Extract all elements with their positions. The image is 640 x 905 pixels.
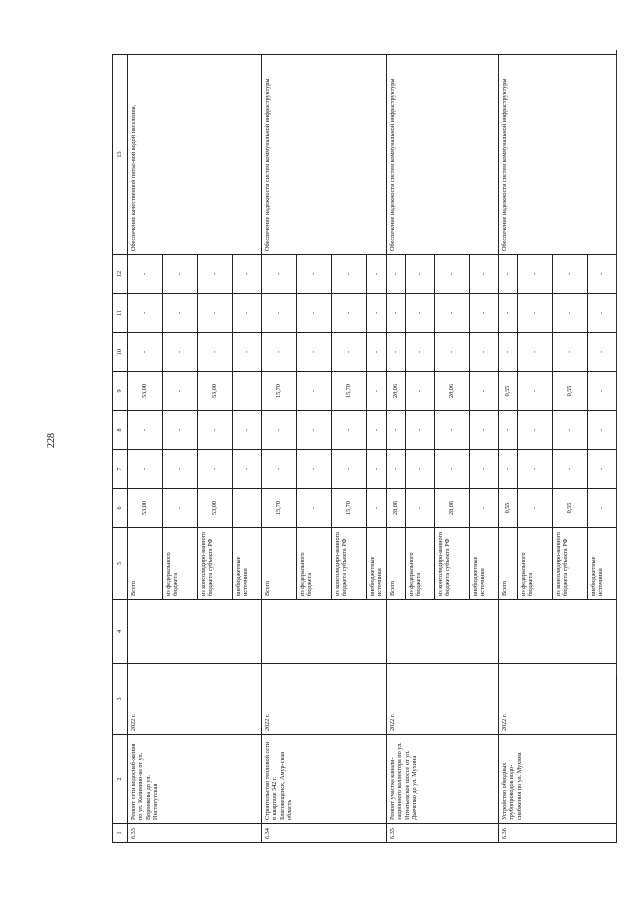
value-cell: - xyxy=(386,255,405,294)
value-cell: - xyxy=(469,411,498,450)
value-cell: - xyxy=(552,411,587,450)
source-label: Всего xyxy=(262,528,297,600)
item-year: 2022 г. xyxy=(498,664,616,735)
value-cell: - xyxy=(552,294,587,333)
value-cell: - xyxy=(386,450,405,489)
value-cell: - xyxy=(297,489,332,528)
col-header: 12 xyxy=(113,255,128,294)
value-cell: - xyxy=(469,255,498,294)
value-cell: - xyxy=(128,333,163,372)
value-cell xyxy=(233,489,262,528)
item-name: Устройство обводных трубопроводов водо-снабжения по ул. Мухина xyxy=(498,735,616,824)
value-cell: - xyxy=(163,489,198,528)
value-cell: - xyxy=(434,294,469,333)
value-cell: - xyxy=(262,294,297,333)
item-col4 xyxy=(128,600,262,664)
value-cell: - xyxy=(198,255,233,294)
value-cell: 0,55 xyxy=(552,372,587,411)
col-header: 6 xyxy=(113,489,128,528)
value-cell: - xyxy=(367,255,387,294)
value-cell: - xyxy=(469,372,498,411)
value-cell: - xyxy=(198,294,233,333)
value-cell: 28,06 xyxy=(386,372,405,411)
expected-result: Обеспечение надежности систем коммунальной инфраструктуры xyxy=(386,55,498,255)
value-cell: - xyxy=(297,333,332,372)
value-cell: - xyxy=(297,255,332,294)
value-cell: - xyxy=(297,294,332,333)
value-cell: - xyxy=(233,450,262,489)
value-cell: - xyxy=(332,333,367,372)
value-cell: - xyxy=(233,294,262,333)
value-cell: - xyxy=(498,411,517,450)
value-cell: - xyxy=(517,411,552,450)
source-label: Всего xyxy=(128,528,163,600)
result-blank xyxy=(163,55,198,255)
value-cell: - xyxy=(552,333,587,372)
value-cell: 15,70 xyxy=(332,489,367,528)
value-cell: - xyxy=(128,294,163,333)
value-cell: - xyxy=(405,294,434,333)
value-cell: 28,06 xyxy=(386,489,405,528)
value-cell: - xyxy=(367,294,387,333)
item-number: 6.35 xyxy=(386,824,498,843)
value-cell: 0,55 xyxy=(552,489,587,528)
value-cell: - xyxy=(297,450,332,489)
source-label: внебюджетные источники xyxy=(587,528,616,600)
value-cell: - xyxy=(434,255,469,294)
result-blank xyxy=(233,55,262,255)
value-cell: - xyxy=(386,411,405,450)
item-year: 2022 г. xyxy=(386,664,498,735)
source-label: из федерального бюджета xyxy=(163,528,198,600)
source-label: из консолидиро-ванного бюджета субъекта РФ xyxy=(332,528,367,600)
value-cell: - xyxy=(332,450,367,489)
value-cell: - xyxy=(405,411,434,450)
col-header: 2 xyxy=(113,735,128,824)
value-cell: - xyxy=(469,294,498,333)
value-cell: - xyxy=(163,372,198,411)
value-cell: - xyxy=(163,450,198,489)
value-cell: - xyxy=(128,411,163,450)
item-number: 6.34 xyxy=(262,824,387,843)
table-row xyxy=(498,55,517,843)
value-cell: - xyxy=(498,450,517,489)
value-cell: 28,06 xyxy=(434,489,469,528)
value-cell: - xyxy=(405,489,434,528)
value-cell: 53,00 xyxy=(128,489,163,528)
source-label: Всего xyxy=(498,528,517,600)
col-header: 13 xyxy=(113,55,128,255)
budget-table xyxy=(112,54,617,843)
item-name: Ремонт участка канали-зационного коллектора по ул. Игнатьевское шоссе от ул. Дьяченко до ул. Мухина xyxy=(386,735,498,824)
col-header: 4 xyxy=(113,600,128,664)
source-label: из федерального бюджета xyxy=(297,528,332,600)
value-cell: - xyxy=(128,450,163,489)
item-col4 xyxy=(386,600,498,664)
value-cell: - xyxy=(297,411,332,450)
value-cell: - xyxy=(517,372,552,411)
value-cell: - xyxy=(552,255,587,294)
item-col4 xyxy=(498,600,616,664)
value-cell: - xyxy=(233,333,262,372)
col-header: 1 xyxy=(113,824,128,843)
value-cell: - xyxy=(367,489,387,528)
value-cell: - xyxy=(587,333,616,372)
item-name: Строительство тепловой сети в квартале 342 г. Благовещенск, Амур-ская область xyxy=(262,735,387,824)
value-cell: - xyxy=(128,255,163,294)
value-cell: - xyxy=(262,333,297,372)
value-cell: - xyxy=(434,411,469,450)
header-row xyxy=(113,55,128,843)
item-year: 2022 г. xyxy=(262,664,387,735)
value-cell: - xyxy=(517,294,552,333)
value-cell: 53,00 xyxy=(198,372,233,411)
col-header: 3 xyxy=(113,664,128,735)
value-cell: - xyxy=(405,372,434,411)
value-cell: - xyxy=(434,450,469,489)
value-cell: - xyxy=(587,489,616,528)
value-cell: - xyxy=(163,411,198,450)
value-cell: - xyxy=(332,255,367,294)
source-label: из консолидиро-ванного бюджета субъекта РФ xyxy=(552,528,587,600)
value-cell: - xyxy=(587,411,616,450)
col-header: 9 xyxy=(113,372,128,411)
value-cell: 53,00 xyxy=(198,489,233,528)
col-header: 11 xyxy=(113,294,128,333)
table-row xyxy=(262,55,297,843)
value-cell: - xyxy=(517,450,552,489)
value-cell: - xyxy=(198,411,233,450)
value-cell: 53,00 xyxy=(128,372,163,411)
value-cell: - xyxy=(297,372,332,411)
source-label: Всего xyxy=(386,528,405,600)
value-cell: - xyxy=(469,489,498,528)
value-cell: - xyxy=(262,411,297,450)
value-cell: - xyxy=(469,333,498,372)
value-cell: - xyxy=(262,450,297,489)
col-header: 10 xyxy=(113,333,128,372)
source-label: внебюджетные источники xyxy=(233,528,262,600)
source-label: из федерального бюджета xyxy=(405,528,434,600)
value-cell: - xyxy=(498,333,517,372)
value-cell: - xyxy=(498,255,517,294)
value-cell: - xyxy=(587,294,616,333)
table-row xyxy=(386,55,405,843)
item-year: 2022 г. xyxy=(128,664,262,735)
value-cell: - xyxy=(517,489,552,528)
value-cell: - xyxy=(552,450,587,489)
value-cell: 0,55 xyxy=(498,372,517,411)
value-cell: - xyxy=(367,450,387,489)
value-cell: - xyxy=(587,255,616,294)
col-header: 7 xyxy=(113,450,128,489)
value-cell: 15,70 xyxy=(262,372,297,411)
value-cell: - xyxy=(517,333,552,372)
value-cell: - xyxy=(367,411,387,450)
value-cell: - xyxy=(434,333,469,372)
value-cell: - xyxy=(386,333,405,372)
value-cell: 28,06 xyxy=(434,372,469,411)
expected-result: Обеспечение качественной питье-вой водой населения, xyxy=(128,55,163,255)
value-cell: - xyxy=(163,333,198,372)
source-label: из консолидиро-ванного бюджета субъекта РФ xyxy=(198,528,233,600)
margin-rule xyxy=(616,50,617,675)
page-number: 228 xyxy=(46,433,57,448)
value-cell: - xyxy=(469,450,498,489)
value-cell: - xyxy=(233,411,262,450)
value-cell: - xyxy=(332,411,367,450)
source-label: из консолидиро-ванного бюджета субъекта РФ xyxy=(434,528,469,600)
value-cell: - xyxy=(367,372,387,411)
source-label: из федерального бюджета xyxy=(517,528,552,600)
item-col4 xyxy=(262,600,387,664)
item-number: 6.33 xyxy=(128,824,262,843)
value-cell: 15,70 xyxy=(332,372,367,411)
value-cell: - xyxy=(498,294,517,333)
value-cell: - xyxy=(517,255,552,294)
value-cell: - xyxy=(405,450,434,489)
value-cell: - xyxy=(198,333,233,372)
source-label: внебюджетные источники xyxy=(367,528,387,600)
value-cell: - xyxy=(163,255,198,294)
value-cell: 15,70 xyxy=(262,489,297,528)
value-cell xyxy=(233,372,262,411)
item-number: 6.36 xyxy=(498,824,616,843)
rotated-table-wrapper xyxy=(112,55,638,843)
table-row xyxy=(128,55,163,843)
value-cell: - xyxy=(386,294,405,333)
value-cell: - xyxy=(405,333,434,372)
value-cell: - xyxy=(262,255,297,294)
value-cell: - xyxy=(198,450,233,489)
value-cell: - xyxy=(405,255,434,294)
expected-result: Обеспечение надежности систем коммунальной инфраструктуры xyxy=(262,55,387,255)
value-cell: - xyxy=(163,294,198,333)
result-blank xyxy=(198,55,233,255)
value-cell: - xyxy=(367,333,387,372)
value-cell: - xyxy=(587,450,616,489)
value-cell: - xyxy=(233,255,262,294)
col-header: 5 xyxy=(113,528,128,600)
value-cell: - xyxy=(332,294,367,333)
col-header: 8 xyxy=(113,411,128,450)
expected-result: Обеспечение надежности систем коммунальной инфраструктуры xyxy=(498,55,616,255)
value-cell: - xyxy=(587,372,616,411)
source-label: внебюджетные источники xyxy=(469,528,498,600)
value-cell: 0,55 xyxy=(498,489,517,528)
item-name: Ремонт сети водоснаб-жения по ул. Калинино-ва от ул. Воронкова до ул. Институтская xyxy=(128,735,262,824)
